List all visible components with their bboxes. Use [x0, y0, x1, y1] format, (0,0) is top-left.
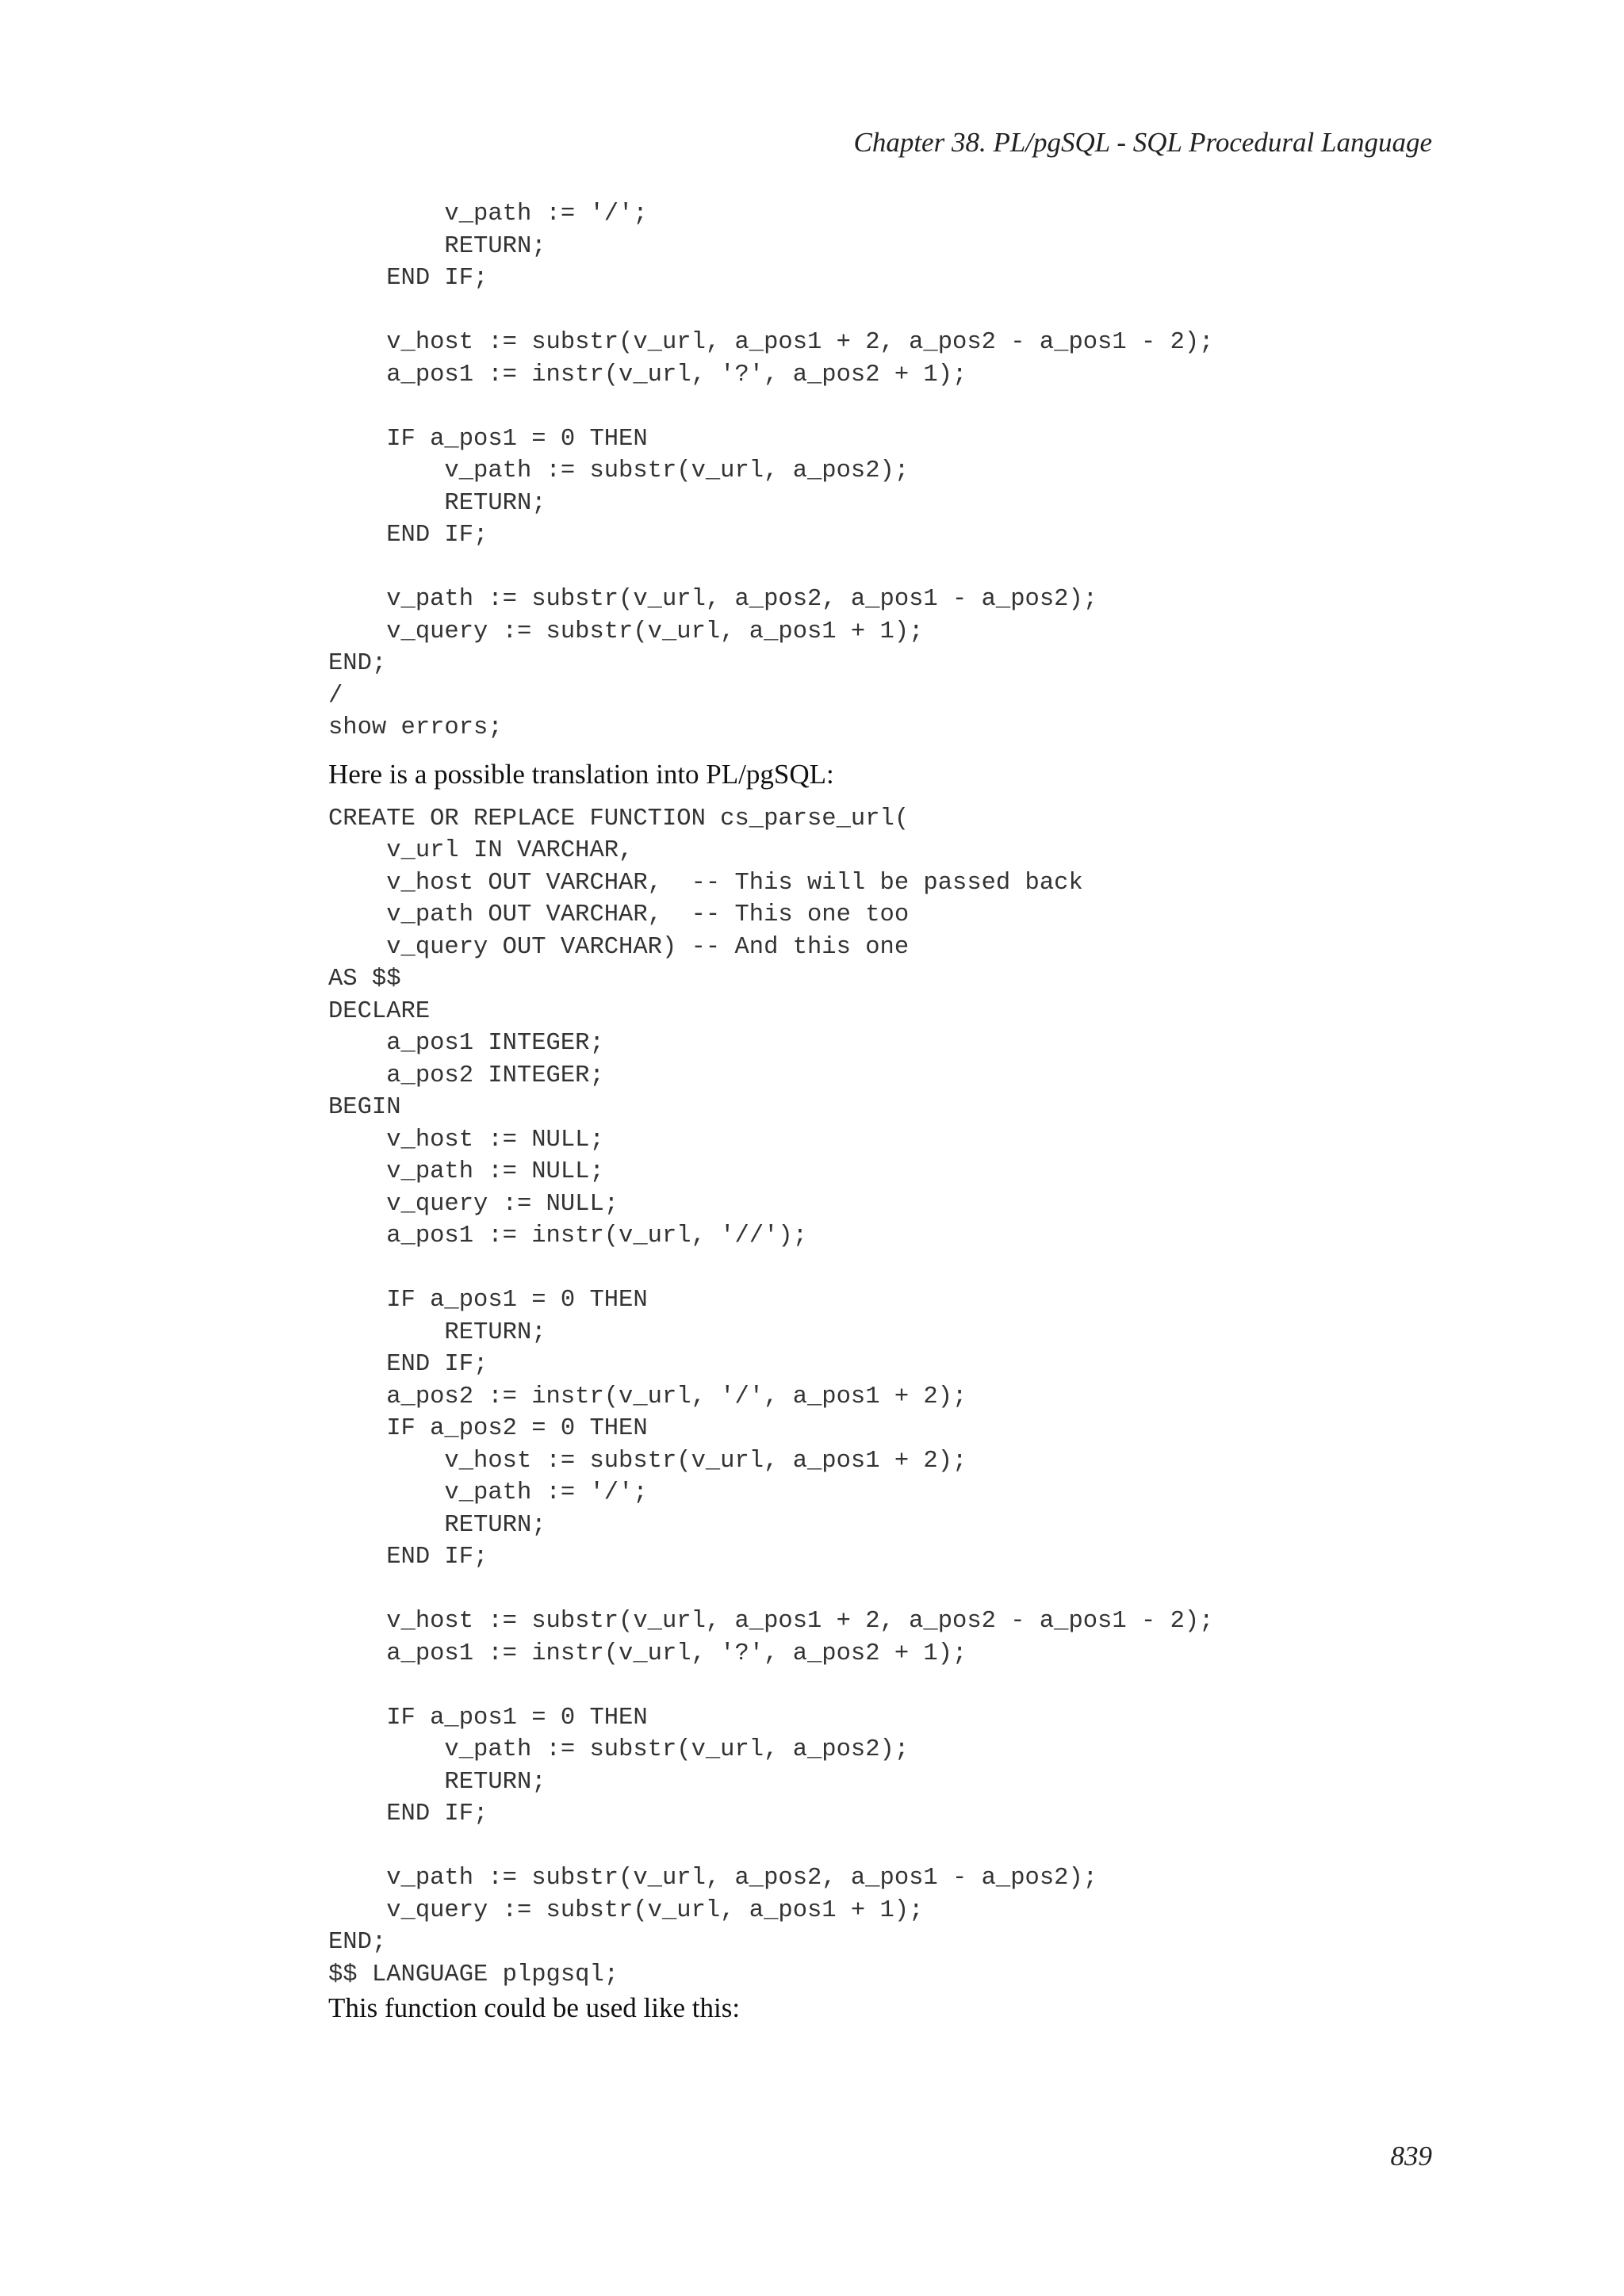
running-header: Chapter 38. PL/pgSQL - SQL Procedural Language: [853, 127, 1432, 158]
page-body: [328, 198, 1438, 2026]
page-number: 839: [1390, 2141, 1432, 2172]
code-block-oracle-tail: v_path := '/'; RETURN; END IF; v_host := substr(v_url, a_pos1 + 2, a_pos2 - a_pos1 - 2); a_pos1 := instr(v_url, '?', a_pos2 + 1); IF a_pos1 = 0 THEN v_path := substr(v_url, a_pos2); RETURN; END IF; v_path := substr(v_url, a_pos2, a_pos1 - a_pos2); v_query := substr(v_url, a_pos1 + 1); END; / show errors;: [328, 201, 1214, 741]
paragraph-translation-intro: Here is a possible translation into PL/pgSQL:: [328, 758, 834, 790]
code-block-plpgsql-translation: CREATE OR REPLACE FUNCTION cs_parse_url( v_url IN VARCHAR, v_host OUT VARCHAR, -- This will be passed back v_path OUT VARCHAR, -- This one too v_query OUT VARCHAR) -- And this one AS $$ DECLARE a_pos1 INTEGER; a_pos2 INTEGER; BEGIN v_host := NULL; v_path := NULL; v_query := NULL; a_pos1 := instr(v_url, '//'); IF a_pos1 = 0 THEN RETURN; END IF; a_pos2 := instr(v_url, '/', a_pos1 + 2); IF a_pos2 = 0 THEN v_host := substr(v_url, a_pos1 + 2); v_path := '/'; RETURN; END IF; v_host := substr(v_url, a_pos1 + 2, a_pos2 - a_pos1 - 2); a_pos1 := instr(v_url, '?', a_pos2 + 1); IF a_pos1 = 0 THEN v_path := substr(v_url, a_pos2); RETURN; END IF; v_path := substr(v_url, a_pos2, a_pos1 - a_pos2); v_query := substr(v_url, a_pos1 + 1); END; $$ LANGUAGE plpgsql;: [328, 805, 1214, 1988]
paragraph-usage-intro: This function could be used like this:: [328, 1992, 741, 2023]
